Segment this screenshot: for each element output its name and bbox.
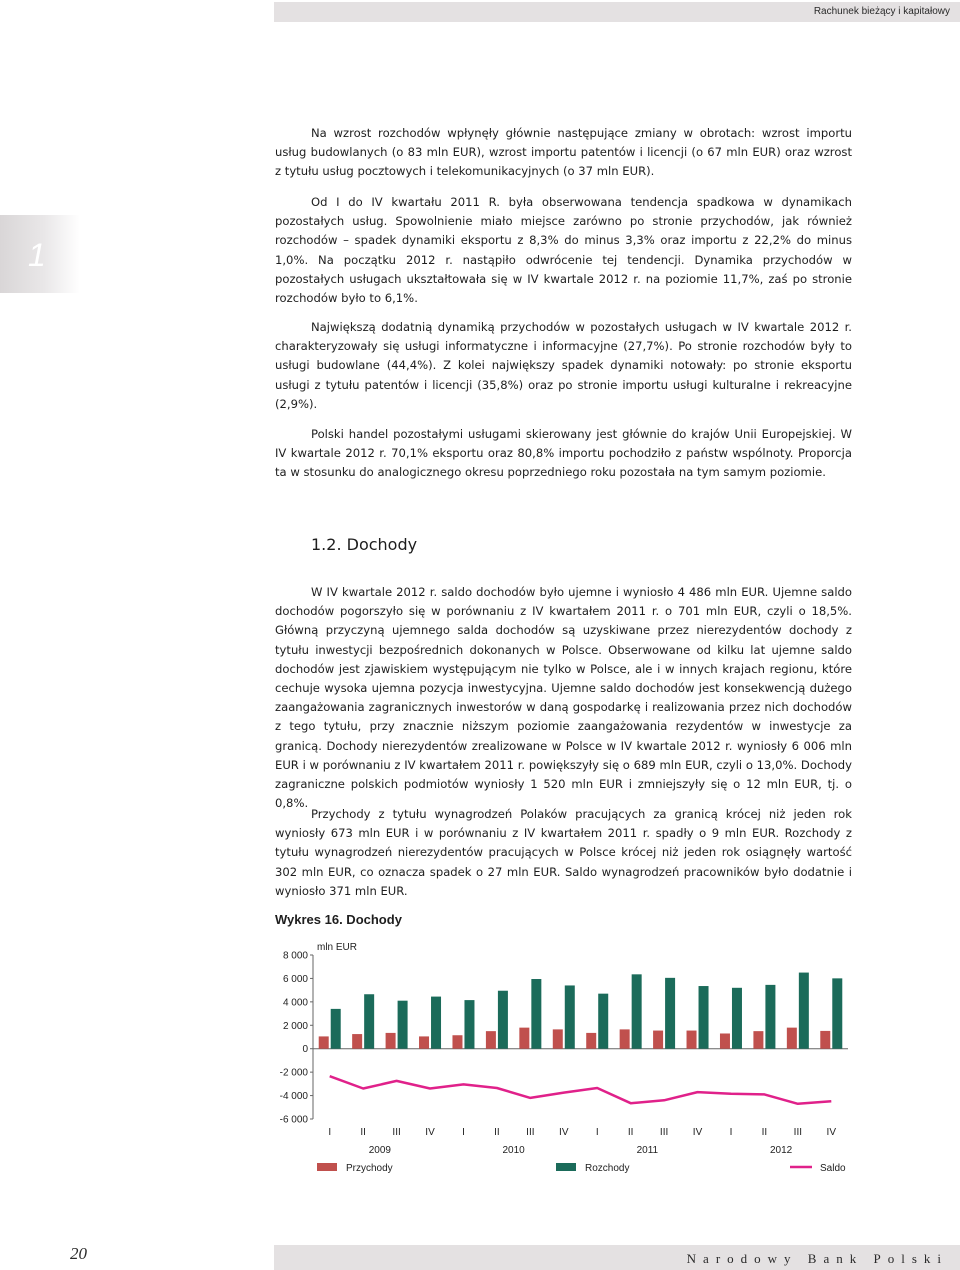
- paragraph-3: Największą dodatnią dynamiką przychodów w pozostałych usługach w IV kwartale 2012 r. charakteryzowały się usługi informatyczne i informacyjne (27,7%). Po stronie rozchodów były to usługi budowlane (44,4%). Z kolei największy spadek dynamiki notowały: po stronie eksportu usługi z tytułu patentów i licencji (35,8%) oraz po stronie importu usługi kulturalne i rekreacyjne (2,9%).: [275, 320, 852, 411]
- y-tick-label: -2 000: [279, 1067, 308, 1079]
- bar-rozchody: [498, 991, 508, 1049]
- x-tick-label: II: [360, 1127, 366, 1138]
- x-tick-label: I: [595, 1127, 599, 1138]
- year-label: 2012: [770, 1145, 793, 1156]
- bar-przychody: [753, 1031, 763, 1049]
- running-header-title: Rachunek bieżący i kapitałowy: [813, 6, 950, 17]
- income-chart: [270, 935, 860, 1180]
- x-tick-label: I: [462, 1127, 465, 1138]
- bar-przychody: [319, 1036, 329, 1048]
- bar-przychody: [419, 1036, 429, 1048]
- bar-rozchody: [464, 1000, 474, 1049]
- running-header: [274, 2, 960, 22]
- year-label: 2009: [368, 1145, 391, 1156]
- bar-przychody: [720, 1033, 730, 1048]
- x-tick-label: II: [494, 1127, 500, 1138]
- y-tick-label: 4 000: [282, 997, 308, 1009]
- bar-rozchody: [531, 979, 541, 1049]
- section-title: 1.2. Dochody: [311, 535, 418, 554]
- bar-rozchody: [331, 1009, 341, 1049]
- y-tick-label: 2 000: [282, 1020, 308, 1032]
- chapter-tab: [0, 215, 80, 293]
- year-label: 2011: [636, 1145, 659, 1156]
- bar-rozchody: [765, 985, 775, 1049]
- paragraph-2: Od I do IV kwartału 2011 R. była obserwowana tendencja spadkowa w dynamikach pozostałych usług. Spowolnienie miało miejsce zarówno po stronie przychodów, jak również rozchodów – spadek dynamiki eksportu z 8,3% do minus 3,3% oraz importu z 22,2% do minus 1,0%. Na początku 2012 r. nastąpiło odwrócenie tej tendencji. Dynamika przychodów w pozostałych usługach ukształtowała się w IV kwartale 2012 r. na poziomie 11,7%, zaś po stronie rozchodów było to 6,1%.: [275, 195, 852, 306]
- legend-swatch-rozchody: [556, 1163, 576, 1171]
- x-tick-label: III: [793, 1127, 803, 1138]
- x-tick-label: II: [761, 1127, 768, 1138]
- x-tick-label: III: [392, 1127, 401, 1138]
- chart-unit-label: mln EUR: [317, 942, 358, 953]
- bar-przychody: [620, 1029, 630, 1048]
- paragraph-4: Polski handel pozostałymi usługami skierowany jest głównie do krajów Unii Europejskiej. W IV kwartale 2012 r. 70,1% eksportu oraz 80,8% importu pochodziło z państw wspólnoty. Proporcja ta w stosunku do analogicznego okresu poprzedniego roku pozostała na tym samym poziomie.: [275, 427, 852, 480]
- paragraph-5: W IV kwartale 2012 r. saldo dochodów było ujemne i wyniosło 4 486 mln EUR. Ujemne saldo dochodów pogorszyło się w porównaniu z IV kwartałem 2011 r. o 701 mln EUR, czyli o 18,5%. Główną przyczyną ujemnego salda dochodów są uzyskiwane przez nierezydentów dochody z tytułu inwestycji bezpośrednich dokonanych w Polsce. Obserwowane od kilku lat ujemne saldo dochodów jest zjawiskiem występującym nie tylko w Polsce, ale i w innych krajach regionu, które cechuje wysoka ujemna pozycja inwestycyjna. Ujemne saldo dochodów jest konsekwencją dużego zaangażowania zagranicznych inwestorów w daną gospodarkę i realizowania przez nich dochodów z tego tytułu, przy znacznie niższym poziomie zaangażowania rezydentów w inwestycje za granicą. Dochody nierezydentów zrealizowane w Polsce w IV kwartale 2012 r. wyniosły 6 006 mln EUR i w porównaniu z IV kwartałem 2011 r. powiększyły się o 689 mln EUR, czyli o 13,0%. Dochody zagraniczne polskich podmiotów wyniosły 1 520 mln EUR i zmniejszyły się o 12 mln EUR, tj. o 0,8%.: [275, 585, 852, 811]
- bar-przychody: [519, 1028, 529, 1049]
- bar-rozchody: [665, 978, 675, 1049]
- publisher-name: Narodowy Bank Polski: [686, 1251, 948, 1266]
- y-tick-label: -6 000: [279, 1114, 308, 1126]
- bar-rozchody: [732, 988, 742, 1049]
- bar-rozchody: [832, 978, 842, 1048]
- y-tick-label: 8 000: [282, 950, 308, 962]
- y-tick-label: 6 000: [282, 973, 308, 985]
- x-tick-label: IV: [559, 1127, 569, 1138]
- bar-przychody: [553, 1029, 563, 1048]
- chart-caption: Wykres 16. Dochody: [275, 912, 402, 927]
- page-number: 20: [70, 1244, 87, 1263]
- bar-przychody: [386, 1033, 396, 1049]
- x-tick-label: IV: [826, 1127, 837, 1138]
- paragraph-6: Przychody z tytułu wynagrodzeń Polaków pracujących za granicą krócej niż jeden rok wyniosły 673 mln EUR i w porównaniu z IV kwartałem 2011 r. spadły o 9 mln EUR. Rozchody z tytułu wynagrodzeń nierezydentów pracujących w Polsce krócej niż jeden rok osiągnęły wartość 302 mln EUR, co oznacza spadek o 27 mln EUR. Saldo wynagrodzeń pracowników było dodatnie i wyniosło 371 mln EUR.: [275, 807, 852, 898]
- legend-label-przychody: Przychody: [346, 1163, 393, 1174]
- bar-rozchody: [565, 985, 575, 1048]
- bar-rozchody: [799, 973, 809, 1049]
- paragraph-1: Na wzrost rozchodów wpłynęły głównie następujące zmiany w obrotach: wzrost importu usług budowlanych (o 83 mln EUR), wzrost importu patentów i licencji (o 67 mln EUR) oraz wzrost z tytułu usług pocztowych i telekomunikacyjnych (o 37 mln EUR).: [275, 126, 852, 179]
- saldo-line: [330, 1076, 832, 1104]
- bar-przychody: [820, 1031, 830, 1049]
- legend-swatch-przychody: [317, 1163, 337, 1171]
- x-tick-label: IV: [692, 1127, 703, 1138]
- x-tick-label: III: [659, 1127, 669, 1138]
- bar-rozchody: [632, 974, 642, 1048]
- bar-przychody: [352, 1034, 362, 1049]
- x-tick-label: I: [729, 1127, 733, 1138]
- bar-przychody: [586, 1033, 596, 1049]
- bar-przychody: [787, 1028, 797, 1049]
- footer-band: [274, 1245, 960, 1270]
- legend-label-rozchody: Rozchody: [585, 1163, 630, 1174]
- bar-przychody: [653, 1031, 663, 1049]
- year-label: 2010: [502, 1145, 525, 1156]
- bar-przychody: [486, 1031, 496, 1049]
- x-tick-label: I: [328, 1127, 332, 1138]
- bar-rozchody: [598, 994, 608, 1049]
- chapter-number: 1: [28, 237, 46, 273]
- y-tick-label: -4 000: [279, 1091, 308, 1103]
- bar-rozchody: [398, 1001, 408, 1049]
- bar-przychody: [687, 1031, 697, 1049]
- bar-przychody: [452, 1035, 462, 1048]
- bar-rozchody: [431, 997, 441, 1049]
- bar-rozchody: [364, 994, 374, 1048]
- x-tick-label: II: [627, 1127, 634, 1138]
- x-tick-label: IV: [425, 1127, 435, 1138]
- x-tick-label: III: [526, 1127, 535, 1138]
- bar-rozchody: [699, 986, 709, 1049]
- legend-label-saldo: Saldo: [820, 1163, 846, 1174]
- y-tick-label: 0: [302, 1044, 308, 1056]
